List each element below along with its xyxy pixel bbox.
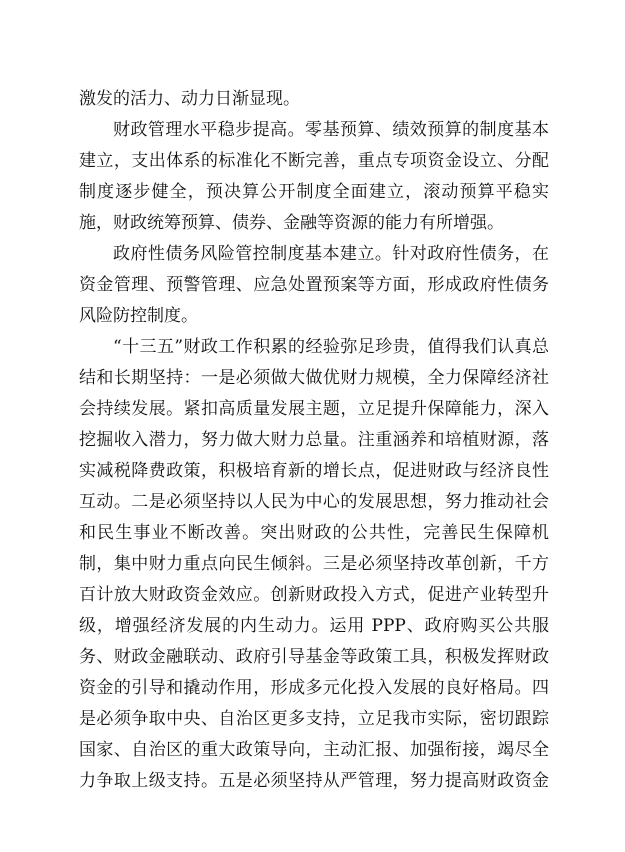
text-line: 施，财政统筹预算、债券、金融等资源的能力有所增强。 [79, 213, 504, 233]
text-line: 会持续发展。紧扣高质量发展主题，立足提升保障能力，深入 [79, 399, 549, 419]
paragraph-first-line: “十三五”财政工作积累的经验弥足珍贵，值得我们认真总 [113, 337, 549, 357]
text-line: 和民生事业不断改善。突出财政的公共性，完善民生保障机 [79, 523, 549, 543]
body-text [79, 84, 549, 797]
text-line: 互动。二是必须坚持以人民为中心的发展思想，努力推动社会 [79, 492, 549, 512]
text-line: 制，集中财力重点向民生倾斜。三是必须坚持改革创新，千方 [79, 554, 549, 574]
text-line: 挖掘收入潜力，努力做大财力总量。注重涵养和培植财源，落 [79, 430, 549, 450]
text-line: 资金管理、预警管理、应急处置预案等方面，形成政府性债务 [79, 275, 549, 295]
text-line: 国家、自治区的重大政策导向，主动汇报、加强衔接，竭尽全 [79, 740, 549, 760]
text-line: 结和长期坚持：一是必须做大做优财力规模，全力保障经济社 [79, 368, 549, 388]
paragraph-first-line: 财政管理水平稳步提高。零基预算、绩效预算的制度基本 [113, 120, 549, 140]
text-line: 风险防控制度。 [79, 306, 198, 326]
paragraph-first-line: 政府性债务风险管控制度基本建立。针对政府性债务，在 [113, 244, 549, 264]
text-line: 力争取上级支持。五是必须坚持从严管理，努力提高财政资金 [79, 771, 549, 791]
text-line: 百计放大财政资金效应。创新财政投入方式，促进产业转型升 [79, 585, 549, 605]
text-line: 建立，支出体系的标准化不断完善，重点专项资金设立、分配 [79, 151, 549, 171]
text-line: 是必须争取中央、自治区更多支持，立足我市实际，密切跟踪 [79, 709, 549, 729]
text-line: 资金的引导和撬动作用，形成多元化投入发展的良好格局。四 [79, 678, 549, 698]
text-line: 激发的活力、动力日渐显现。 [79, 89, 300, 109]
text-line: 务、财政金融联动、政府引导基金等政策工具，积极发挥财政 [79, 647, 549, 667]
text-line: 制度逐步健全，预决算公开制度全面建立，滚动预算平稳实 [79, 182, 549, 202]
text-line: 实减税降费政策，积极培育新的增长点，促进财政与经济良性 [79, 461, 549, 481]
text-line: 级，增强经济发展的内生动力。运用 PPP、政府购买公共服 [79, 616, 549, 636]
